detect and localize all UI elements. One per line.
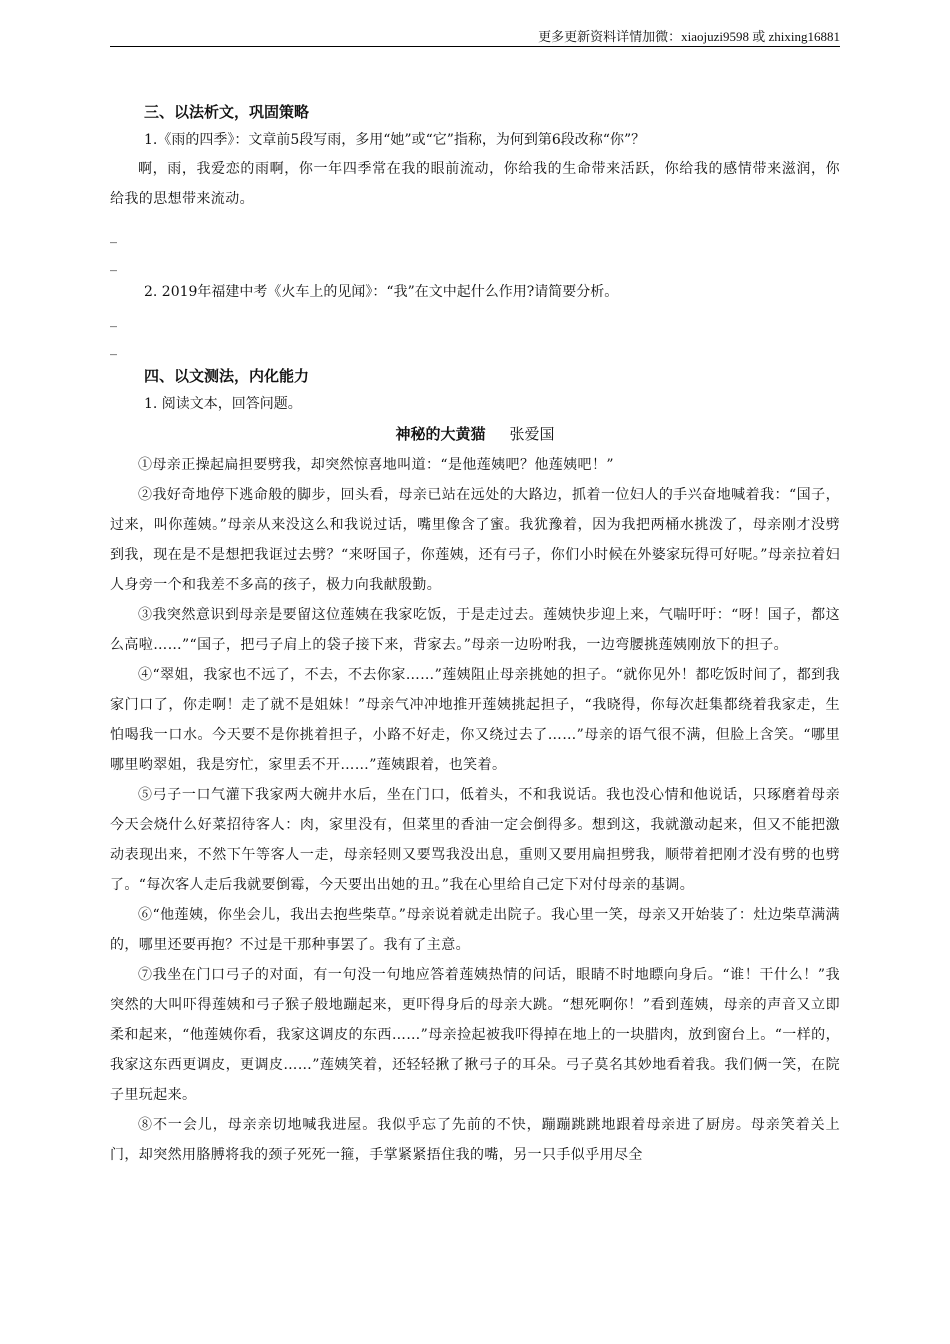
section4-heading: 四、以文测法，内化能力 bbox=[144, 367, 310, 385]
article-paragraph: ⑧不一会儿，母亲亲切地喊我进屋。我似乎忘了先前的不快，蹦蹦跳跳地跟着母亲进了厨房。母亲笑着关上门，却突然用胳膊将我的颈子死死一箍，手掌紧紧捂住我的嘴，另一只手似乎用尽全 bbox=[110, 1117, 840, 1163]
section3-question-2: 2. 2019年福建中考《火车上的见闻》：“我”在文中起什么作用?请简要分析。 bbox=[144, 284, 619, 300]
document-body bbox=[110, 98, 840, 1170]
header-contact-text: 更多更新资料详情加微：xiaojuzi9598 或 zhixing16881 bbox=[538, 29, 840, 44]
answer-blank-line: _ bbox=[110, 256, 117, 272]
article-title: 神秘的大黄猫 bbox=[395, 425, 486, 443]
article-paragraph: ⑤弓子一口气灌下我家两大碗井水后，坐在门口，低着头，不和我说话。我也没心情和他说话，只琢磨着母亲今天会烧什么好菜招待客人：肉，家里没有，但菜里的香油一定会倒得多。想到这，我就激动起来，但又不能把激动表现出来，不然下午等客人一走，母亲轻则又要骂我没出息，重则又要用扁担劈我，顺带着把刚才没有劈的也劈了。“每次客人走后我就要倒霉，今天要出出她的丑。”我在心里给自己定下对付母亲的基调。 bbox=[110, 787, 840, 893]
article-paragraph: ①母亲正操起扁担要劈我，却突然惊喜地叫道：“是他莲姨吧？他莲姨吧！” bbox=[138, 457, 614, 473]
article-title-row bbox=[110, 418, 840, 450]
answer-blank-line: _ bbox=[110, 228, 117, 244]
article-author: 张爱国 bbox=[509, 425, 555, 443]
article-paragraph: ②我好奇地停下逃命般的脚步，回头看，母亲已站在远处的大路边，抓着一位妇人的手兴奋地喊着我：“国子，过来，叫你莲姨。”母亲从来没这么和我说过话，嘴里像含了蜜。我犹豫着，因为我把两桶水挑泼了，母亲刚才没劈到我，现在是不是想把我诓过去劈？“来呀国子，你莲姨，还有弓子，你们小时候在外婆家玩得可好呢。”母亲拉着妇人身旁一个和我差不多高的孩子，极力向我献殷勤。 bbox=[110, 487, 840, 593]
section3-question-1-quote: 啊，雨，我爱恋的雨啊，你一年四季常在我的眼前流动，你给我的生命带来活跃，你给我的感情带来滋润，你给我的思想带来流动。 bbox=[110, 161, 840, 207]
section3-heading: 三、以法析文，巩固策略 bbox=[144, 103, 310, 121]
article-paragraph: ⑦我坐在门口弓子的对面，有一句没一句地应答着莲姨热情的问话，眼睛不时地瞟向身后。“谁！干什么！”我突然的大叫吓得莲姨和弓子猴子般地蹦起来，更吓得身后的母亲大跳。“想死啊你！”看到莲姨，母亲的声音又立即柔和起来，“他莲姨你看，我家这调皮的东西……”母亲捡起被我吓得掉在地上的一块腊肉，放到窗台上。“一样的，我家这东西更调皮，更调皮……”莲姨笑着，还轻轻揪了揪弓子的耳朵。弓子莫名其妙地看着我。我们俩一笑，在院子里玩起来。 bbox=[110, 967, 840, 1103]
answer-blank-line: _ bbox=[110, 312, 117, 328]
page-header bbox=[110, 24, 840, 47]
answer-blank-line: _ bbox=[110, 340, 117, 356]
article-paragraph: ④“翠姐，我家也不远了，不去，不去你家……”莲姨阻止母亲挑她的担子。“就你见外！都吃饭时间了，都到我家门口了，你走啊！走了就不是姐妹！”母亲气冲冲地推开莲姨挑起担子，“我晓得，你每次赶集都绕着我家走，生怕喝我一口水。今天要不是你挑着担子，小路不好走，你又绕过去了……”母亲的语气很不满，但脸上含笑。“哪里哪里哟翠姐，我是穷忙，家里丢不开……”莲姨跟着，也笑着。 bbox=[110, 667, 840, 773]
section3-question-1: 1.《雨的四季》：文章前5段写雨，多用“她”或“它”指称，为何到第6段改称“你”？ bbox=[144, 132, 646, 148]
article-paragraph: ③我突然意识到母亲是要留这位莲姨在我家吃饭，于是走过去。莲姨快步迎上来，气喘吁吁：“呀！国子，都这么高啦……”“国子，把弓子肩上的袋子接下来，背家去。”母亲一边吩咐我，一边弯腰挑莲姨刚放下的担子。 bbox=[110, 607, 840, 653]
section4-question-1: 1. 阅读文本，回答问题。 bbox=[144, 396, 302, 412]
article-paragraph: ⑥“他莲姨，你坐会儿，我出去抱些柴草。”母亲说着就走出院子。我心里一笑，母亲又开始装了：灶边柴草满满的，哪里还要再抱？不过是干那种事罢了。我有了主意。 bbox=[110, 907, 840, 953]
